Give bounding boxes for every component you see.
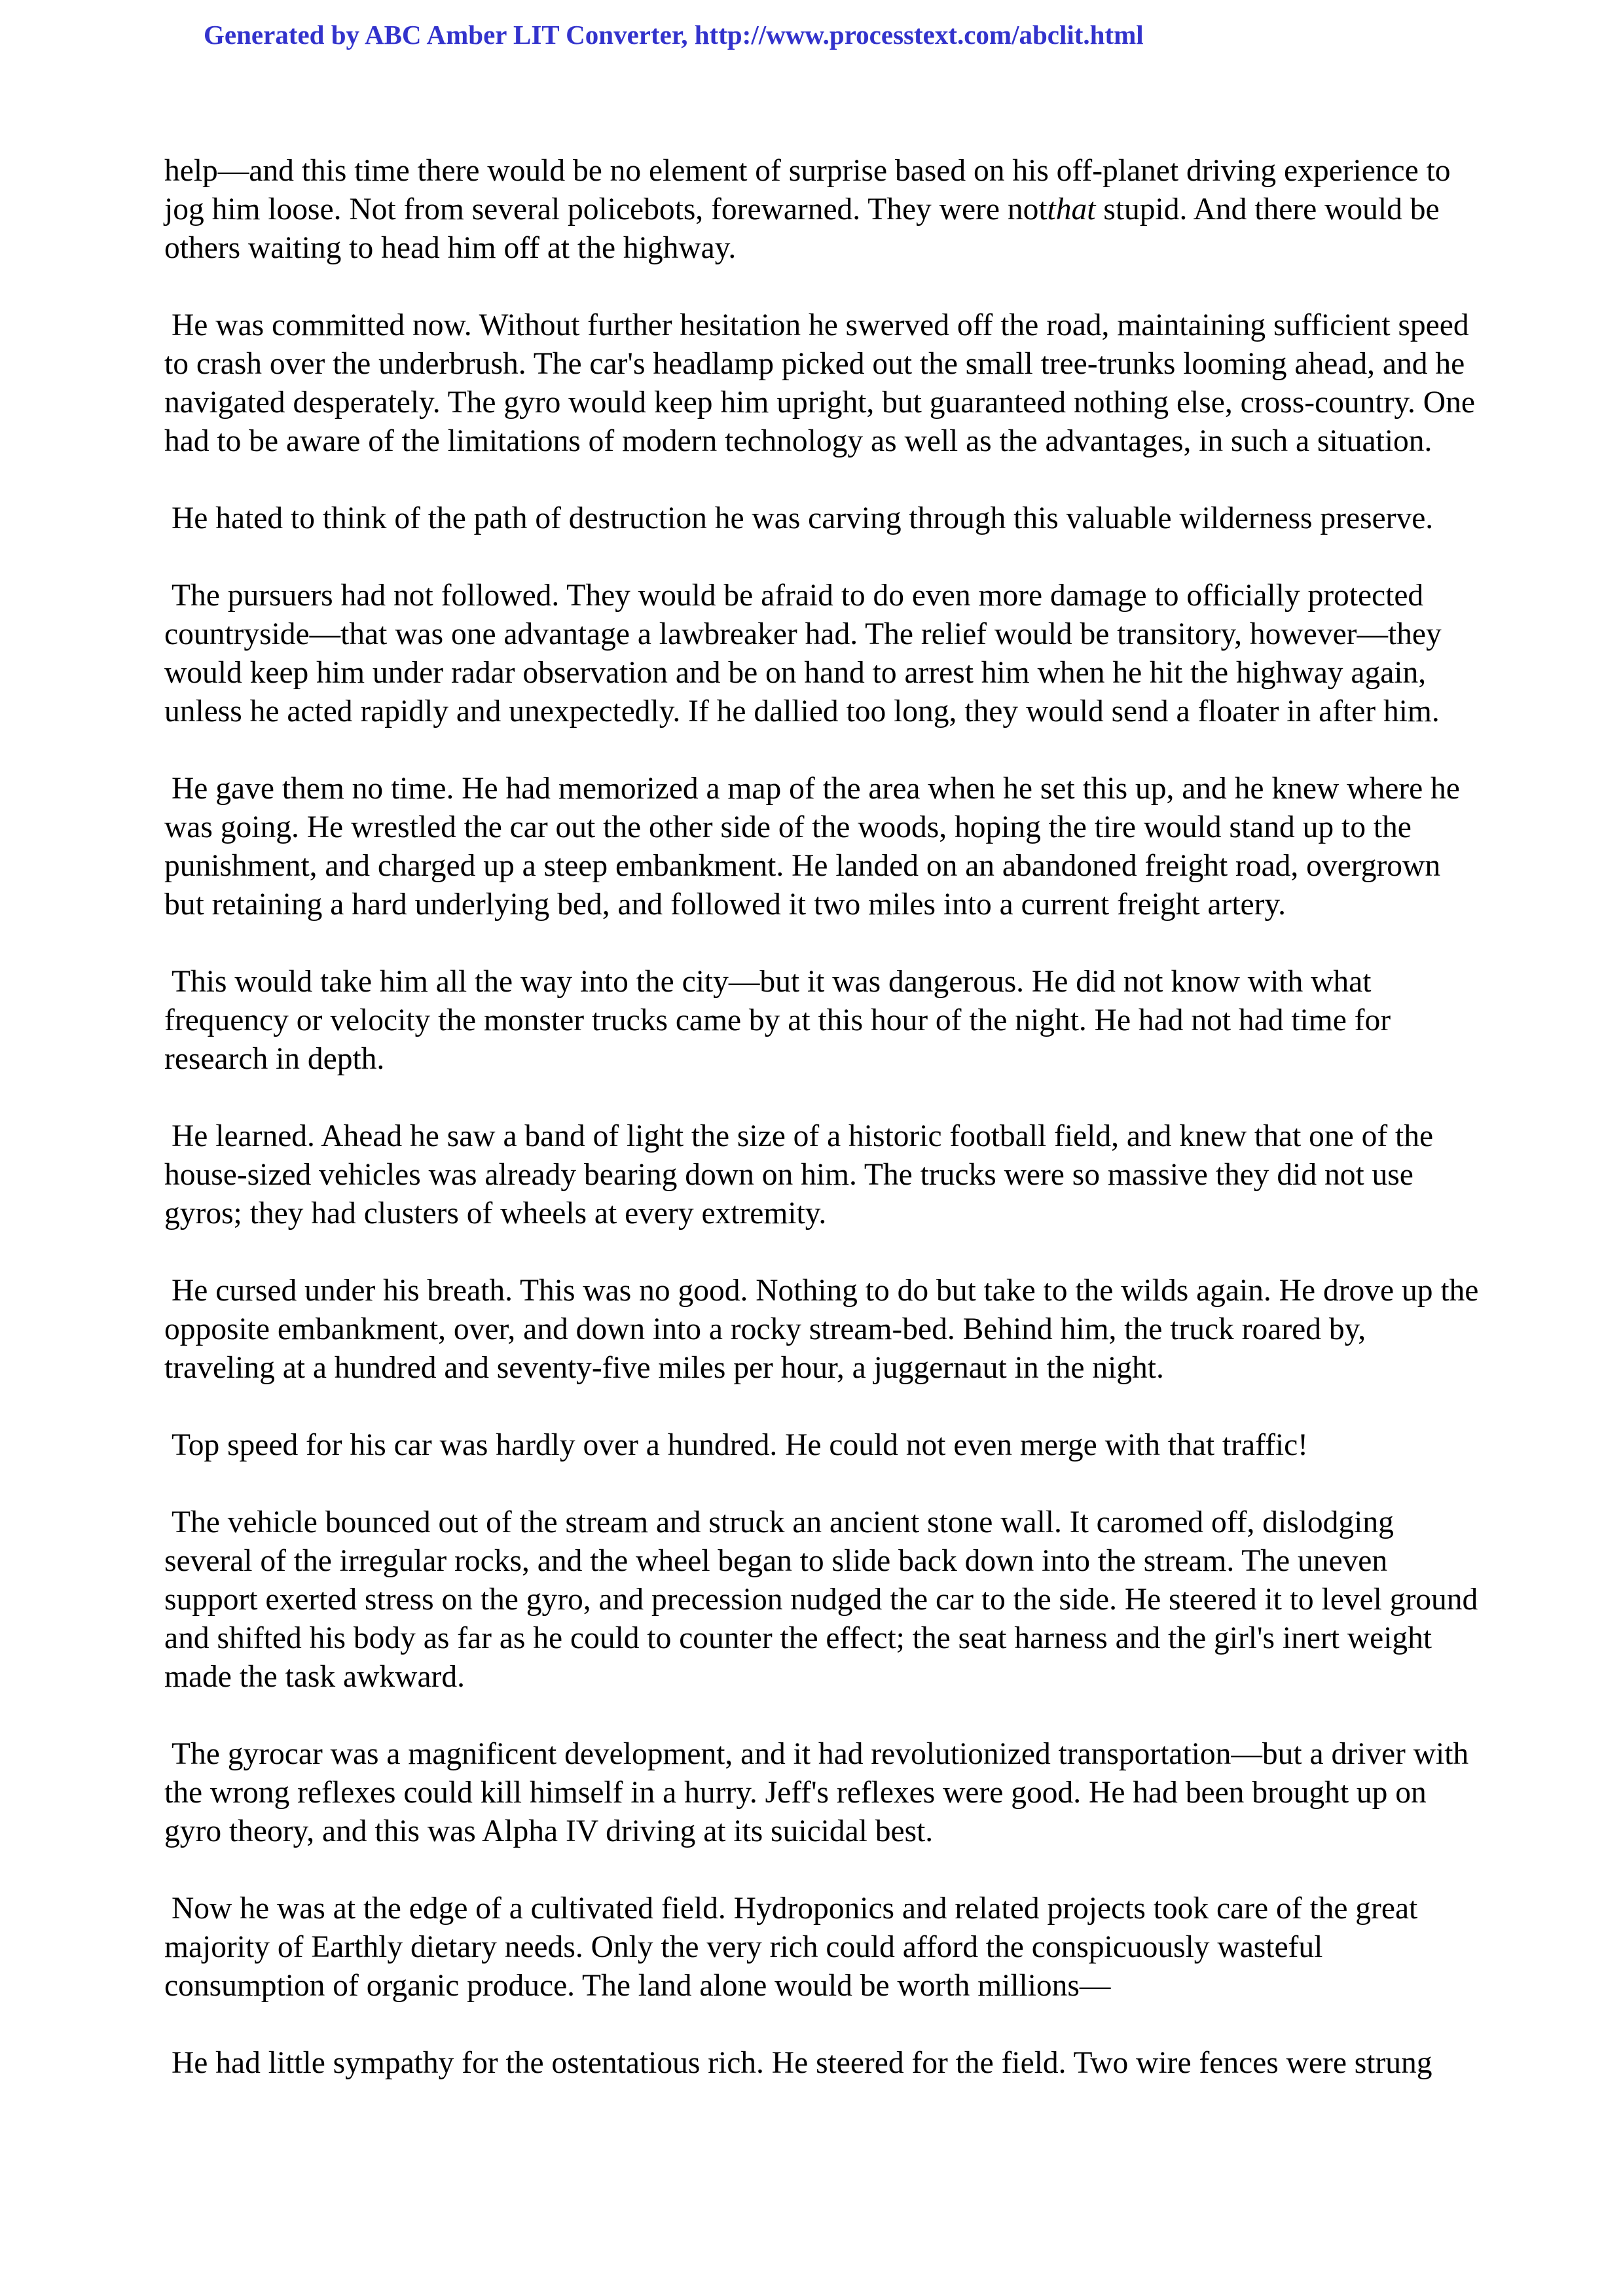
paragraph-9: Top speed for his car was hardly over a hundred. He could not even merge with that traffic! (172, 1428, 1308, 1462)
paragraph-8: He cursed under his breath. This was no good. Nothing to do but take to the wilds again. He drove up the opposite embankment, over, and down into a rocky stream-bed. Behind him, the truck roared by, traveling at a hundred and seventy-five miles per hour, a juggernaut in the night. (164, 1274, 1479, 1385)
paragraph-6: This would take him all the way into the city—but it was dangerous. He did not know with what frequency or velocity the monster trucks came by at this hour of the night. He had not had time for research in depth. (164, 965, 1391, 1076)
paragraph-1-text: help—and this time there would be no element of surprise based on his off-planet driving experience to jog him loose. Not from several policebots, forewarned. They were not (164, 154, 1451, 226)
paragraph-12: Now he was at the edge of a cultivated field. Hydroponics and related projects took care of the great majority of Earthly dietary needs. Only the very rich could afford the conspicuously wasteful consumption of organic produce. The land alone would be worth millions— (164, 1892, 1418, 2003)
paragraph-1 (164, 152, 1480, 268)
paragraph-2: He was committed now. Without further hesitation he swerved off the road, maintaining sufficient speed to crash over the underbrush. The car's headlamp picked out the small tree-trunks looming ahead, and he navigated desperately. The gyro would keep him upright, but guaranteed nothing else, cross-country. One had to be aware of the limitations of modern technology as well as the advantages, in such a situation. (164, 308, 1475, 458)
paragraph-7: He learned. Ahead he saw a band of light the size of a historic football field, and knew that one of the house-sized vehicles was already bearing down on him. The trucks were so massive they did not use gyros; they had clusters of wheels at every extremity. (164, 1119, 1434, 1230)
document-body (164, 152, 1480, 2121)
paragraph-1-tail: stupid. And there would be others waiting to head him off at the highway. (164, 192, 1440, 265)
paragraph-4: The pursuers had not followed. They would be afraid to do even more damage to officially protected countryside—that was one advantage a lawbreaker had. The relief would be transitory, however—they would keep him under radar observation and be on hand to arrest him when he hit the highway again, unless he acted rapidly and unexpectedly. If he dallied too long, they would send a floater in after him. (164, 579, 1442, 728)
emphasis-that: that (1047, 192, 1096, 226)
paragraph-3: He hated to think of the path of destruction he was carving through this valuable wilderness preserve. (172, 501, 1434, 535)
paragraph-11: The gyrocar was a magnificent development, and it had revolutionized transportation—but a driver with the wrong reflexes could kill himself in a hurry. Jeff's reflexes were good. He had been brought up on gyro theory, and this was Alpha IV driving at its suicidal best. (164, 1737, 1469, 1848)
converter-banner-link[interactable]: Generated by ABC Amber LIT Converter, http://www.processtext.com/abclit.html (204, 20, 1144, 50)
paragraph-10: The vehicle bounced out of the stream and struck an ancient stone wall. It caromed off, dislodging several of the irregular rocks, and the wheel began to slide back down into the stream. The uneven support exerted stress on the gyro, and precession nudged the car to the side. He steered it to level ground and shifted his body as far as he could to counter the effect; the seat harness and the girl's inert weight made the task awkward. (164, 1505, 1478, 1694)
paragraph-13: He had little sympathy for the ostentatious rich. He steered for the field. Two wire fences were strung (172, 2046, 1432, 2080)
paragraph-5: He gave them no time. He had memorized a map of the area when he set this up, and he knew where he was going. He wrestled the car out the other side of the woods, hoping the tire would stand up to the punishment, and charged up a steep embankment. He landed on an abandoned freight road, overgrown but retaining a hard underlying bed, and followed it two miles into a current freight artery. (164, 772, 1460, 922)
